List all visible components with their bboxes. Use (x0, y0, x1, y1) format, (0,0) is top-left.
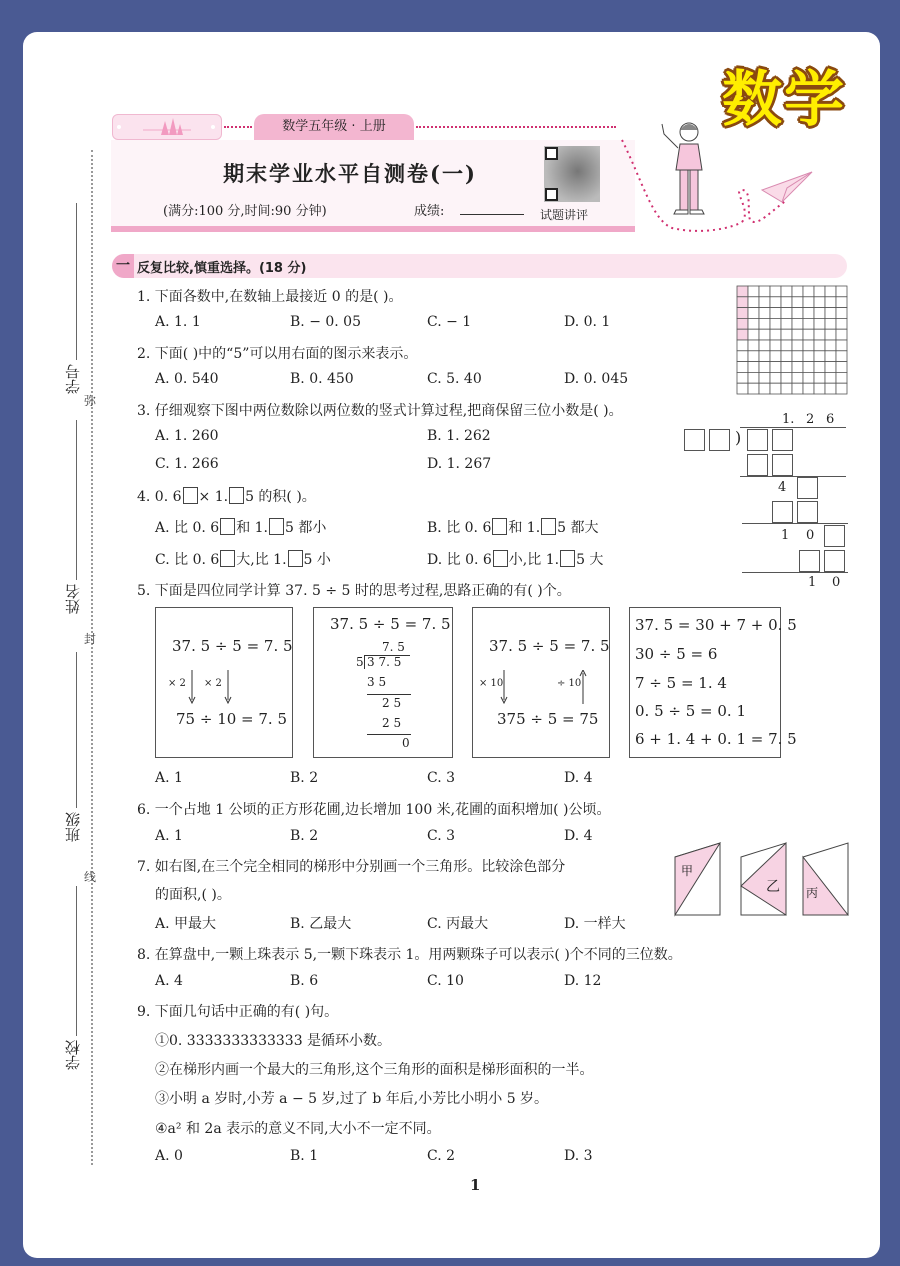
grid-cell (737, 362, 748, 373)
thinking-box-1: 37. 5 ÷ 5 = 7. 5 × 2 × 2 75 ÷ 10 = 7. 5 (155, 607, 293, 758)
option-a[interactable]: A. 1. 1 (155, 314, 201, 330)
grid-cell (814, 318, 825, 329)
grid-cell (770, 362, 781, 373)
grid-cell (748, 351, 759, 362)
grid-cell (770, 351, 781, 362)
question-7: 7. 如右图,在三个完全相同的梯形中分别画一个三角形。比较涂色部分 (137, 859, 566, 875)
question-8: 8. 在算盘中,一颗上珠表示 5,一颗下珠表示 1。用两颗珠子可以表示( )个不同的三位数。 (137, 947, 682, 963)
option-c[interactable]: C. 10 (427, 973, 464, 989)
qr-code[interactable] (544, 146, 600, 202)
grid-cell-shaded (737, 308, 748, 319)
grid-cell (770, 297, 781, 308)
grid-cell-shaded (737, 329, 748, 340)
grid-cell (759, 286, 770, 297)
statement-2: ②在梯形内画一个最大的三角形,这个三角形的面积是梯形面积的一半。 (155, 1062, 594, 1078)
option-d[interactable]: D. 0. 1 (564, 314, 611, 330)
option-c[interactable]: C. 3 (427, 828, 456, 844)
statement-3: ③小明 a 岁时,小芳 a − 5 岁,过了 b 年后,小芳比小明小 5 岁。 (155, 1091, 549, 1107)
option-d[interactable]: D. 一样大 (564, 916, 626, 932)
blank-box[interactable] (824, 550, 845, 572)
question-3: 3. 仔细观察下图中两位数除以两位数的竖式计算过程,把商保留三位小数是( )。 (137, 403, 623, 419)
option-b[interactable]: B. 1. 262 (427, 428, 491, 444)
grid-cell (836, 351, 847, 362)
grid-cell (814, 329, 825, 340)
blank-box[interactable] (772, 454, 793, 476)
grid-cell (770, 308, 781, 319)
class-label: 班级 (64, 812, 82, 842)
question-2: 2. 下面( )中的“5”可以用右面的图示来表示。 (137, 346, 418, 362)
grid-cell (759, 329, 770, 340)
grade-tab: 数学五年级 · 上册 (254, 114, 414, 140)
trapezoid-figures (672, 840, 852, 920)
figure-label-jia: 甲 (681, 864, 694, 878)
option-b[interactable]: B. − 0. 05 (290, 314, 361, 330)
blank-box[interactable] (684, 429, 705, 451)
grid-cell (781, 297, 792, 308)
option-a[interactable]: A. 0 (155, 1148, 183, 1164)
dotted-divider (224, 126, 252, 128)
grid-cell (737, 383, 748, 394)
blank-box[interactable] (797, 501, 818, 523)
page-number: 1 (470, 1176, 481, 1194)
grid-cell (748, 297, 759, 308)
grid-cell (825, 286, 836, 297)
grid-cell (781, 351, 792, 362)
option-a[interactable]: A. 比 0. 6 和 1. 5 都小 (155, 520, 327, 536)
option-d[interactable]: D. 0. 045 (564, 371, 629, 387)
option-b[interactable]: B. 2 (290, 828, 319, 844)
grid-cell (825, 351, 836, 362)
quotient-digit: 2 (806, 412, 815, 427)
blank-box[interactable] (797, 477, 818, 499)
grid-cell (781, 286, 792, 297)
grid-cell (814, 383, 825, 394)
question-1: 1. 下面各数中,在数轴上最接近 0 的是( )。 (137, 289, 403, 305)
question-4: 4. 0. 6 × 1. 5 的积( )。 (137, 489, 316, 505)
grid-cell (825, 308, 836, 319)
hundred-grid-figure (736, 285, 848, 395)
grid-cell (836, 329, 847, 340)
grid-cell (770, 318, 781, 329)
grid-cell (803, 318, 814, 329)
option-a[interactable]: A. 1 (155, 828, 183, 844)
blank-box[interactable] (183, 487, 198, 504)
grid-cell (814, 297, 825, 308)
option-b[interactable]: B. 乙最大 (290, 916, 352, 932)
grid-cell (825, 297, 836, 308)
grid-cell (836, 340, 847, 351)
trees-icon (113, 115, 221, 139)
school-label: 学校 (64, 1040, 82, 1070)
exam-subtitle: (满分:100 分,时间:90 分钟) (163, 204, 327, 219)
subject-brand: 数学 (722, 65, 846, 135)
remainder-digit: 0 (832, 575, 841, 590)
grid-cell (814, 351, 825, 362)
option-b[interactable]: B. 比 0. 6 和 1. 5 都大 (427, 520, 599, 536)
grid-cell (759, 318, 770, 329)
grid-cell (803, 340, 814, 351)
blank-box[interactable] (772, 429, 793, 451)
grid-cell (792, 383, 803, 394)
option-d[interactable]: D. 12 (564, 973, 602, 989)
trapezoid-jia (675, 843, 720, 915)
option-b[interactable]: B. 0. 450 (290, 371, 354, 387)
score-label: 成绩: (414, 204, 445, 219)
option-d[interactable]: D. 比 0. 6 小,比 1. 5 大 (427, 552, 604, 568)
grid-cell (836, 308, 847, 319)
grid-cell (781, 318, 792, 329)
seal-mark: 封 (84, 632, 97, 646)
option-d[interactable]: D. 4 (564, 828, 593, 844)
section-title: 反复比较,慎重选择。(18 分) (137, 261, 307, 276)
grid-cell (748, 383, 759, 394)
option-c[interactable]: C. 丙最大 (427, 916, 489, 932)
grid-cell-shaded (737, 318, 748, 329)
dotted-divider (416, 126, 616, 128)
quotient-digit: 1. (782, 412, 795, 427)
thinking-box-3: 37. 5 ÷ 5 = 7. 5 × 10 ÷ 10 375 ÷ 5 = 75 (472, 607, 610, 758)
blank-box[interactable] (747, 429, 768, 451)
grid-cell (803, 329, 814, 340)
option-a[interactable]: A. 1 (155, 770, 183, 786)
grid-cell (825, 329, 836, 340)
grid-cell (825, 383, 836, 394)
grid-cell (781, 308, 792, 319)
trapezoid-bing (803, 843, 848, 915)
grid-cell (792, 340, 803, 351)
grid-cell-shaded (737, 297, 748, 308)
grid-cell (836, 286, 847, 297)
blank-box[interactable] (709, 429, 730, 451)
grid-cell (737, 351, 748, 362)
grid-cell (803, 297, 814, 308)
grid-cell (759, 351, 770, 362)
option-b[interactable]: B. 1 (290, 1148, 319, 1164)
grid-cell (792, 372, 803, 383)
grid-cell (770, 329, 781, 340)
remainder-digit: 1 (808, 575, 817, 590)
grid-cell (803, 383, 814, 394)
statement-1: ①0. 3333333333333 是循环小数。 (155, 1033, 392, 1049)
option-a[interactable]: A. 1. 260 (155, 428, 219, 444)
down-arrow-icon (500, 670, 508, 704)
grid-cell (737, 340, 748, 351)
grid-cell (803, 362, 814, 373)
tree-tag-decoration (112, 114, 222, 140)
grid-cell (748, 340, 759, 351)
partial-digit: 4 (778, 480, 787, 495)
qr-label: 试题讲评 (540, 208, 589, 222)
grid-cell (792, 308, 803, 319)
grid-cell (748, 318, 759, 329)
grid-cell (792, 351, 803, 362)
grid-cell (781, 372, 792, 383)
option-a[interactable]: A. 甲最大 (155, 916, 217, 932)
grid-cell (737, 372, 748, 383)
grid-cell (814, 362, 825, 373)
option-b[interactable]: B. 6 (290, 973, 319, 989)
up-arrow-icon (579, 670, 587, 704)
grid-cell (803, 351, 814, 362)
field-line (76, 886, 77, 1036)
grid-cell (748, 362, 759, 373)
field-line (76, 203, 77, 360)
name-label: 姓名 (64, 584, 82, 614)
figure-label-bing: 丙 (806, 886, 819, 900)
option-c[interactable]: C. 3 (427, 770, 456, 786)
thinking-box-2: 37. 5 ÷ 5 = 7. 5 7. 5 5 3 7. 5 3 5 2 5 2 5 0 (313, 607, 453, 758)
option-d[interactable]: D. 1. 267 (427, 456, 492, 472)
grid-cell (836, 362, 847, 373)
grid-cell (748, 286, 759, 297)
option-c[interactable]: C. 5. 40 (427, 371, 482, 387)
blank-box[interactable] (772, 501, 793, 523)
grid-cell (759, 383, 770, 394)
section-number: 一 (112, 254, 134, 278)
option-d[interactable]: D. 4 (564, 770, 593, 786)
down-arrow-icon (188, 670, 196, 704)
question-9: 9. 下面几句话中正确的有( )句。 (137, 1004, 339, 1020)
grid-cell (814, 286, 825, 297)
grid-cell (825, 340, 836, 351)
student-illustration (612, 110, 852, 235)
quotient-digit: 6 (826, 412, 835, 427)
grid-cell (825, 362, 836, 373)
grid-cell (836, 297, 847, 308)
grid-cell (836, 383, 847, 394)
grid-cell (770, 383, 781, 394)
field-line (76, 652, 77, 808)
option-a[interactable]: A. 4 (155, 973, 183, 989)
grid-cell (781, 362, 792, 373)
option-d[interactable]: D. 3 (564, 1148, 593, 1164)
score-field[interactable] (460, 214, 524, 215)
grid-cell (836, 372, 847, 383)
blank-box[interactable] (747, 454, 768, 476)
option-c[interactable]: C. − 1 (427, 314, 472, 330)
grid-cell (814, 308, 825, 319)
option-b[interactable]: B. 2 (290, 770, 319, 786)
grid-cell (825, 372, 836, 383)
blank-box[interactable] (799, 550, 820, 572)
binding-dotted-line (91, 150, 93, 1165)
grid-cell (825, 318, 836, 329)
grid-cell (748, 372, 759, 383)
grid-cell (803, 372, 814, 383)
student-id-label: 学号 (64, 364, 82, 394)
question-6: 6. 一个占地 1 公顷的正方形花圃,边长增加 100 米,花圃的面积增加( )公顷。 (137, 802, 611, 818)
exam-title: 期末学业水平自测卷(一) (223, 161, 477, 186)
option-c[interactable]: C. 1. 266 (155, 456, 219, 472)
grid-cell (781, 340, 792, 351)
question-5: 5. 下面是四位同学计算 37. 5 ÷ 5 时的思考过程,思路正确的有( )个。 (137, 583, 571, 599)
grid-cell (759, 372, 770, 383)
option-c[interactable]: C. 2 (427, 1148, 456, 1164)
thinking-box-4: 37. 5 = 30 + 7 + 0. 5 30 ÷ 5 = 6 7 ÷ 5 = 1. 4 0. 5 ÷ 5 = 0. 1 6 + 1. 4 + 0. 1 = 7. 5 (629, 607, 781, 758)
grid-cell (759, 308, 770, 319)
grid-cell (759, 362, 770, 373)
grid-cell (803, 308, 814, 319)
grid-cell (770, 286, 781, 297)
grid-cell (814, 372, 825, 383)
blank-box[interactable] (229, 487, 244, 504)
header-underline (111, 226, 635, 232)
grid-cell (803, 286, 814, 297)
statement-4: ④a² 和 2a 表示的意义不同,大小不一定不同。 (155, 1121, 441, 1137)
grid-cell (792, 286, 803, 297)
grid-cell (792, 318, 803, 329)
grid-cell (770, 340, 781, 351)
grid-cell (748, 329, 759, 340)
field-line (76, 420, 77, 580)
grid-cell (770, 372, 781, 383)
grid-cell (748, 308, 759, 319)
grid-cell (792, 329, 803, 340)
partial-digit: 1 (781, 528, 790, 543)
grid-cell (781, 383, 792, 394)
partial-digit: 0 (806, 528, 815, 543)
grid-cell (792, 297, 803, 308)
blank-box[interactable] (824, 525, 845, 547)
option-a[interactable]: A. 0. 540 (155, 371, 219, 387)
grid-cell (759, 340, 770, 351)
grid-cell (814, 340, 825, 351)
grid-cell (792, 362, 803, 373)
question-7-continued: 的面积,( )。 (155, 887, 231, 903)
figure-label-yi: 乙 (766, 879, 780, 895)
grid-cell (759, 297, 770, 308)
grid-cell (836, 318, 847, 329)
seal-mark: 弥 (84, 394, 97, 408)
down-arrow-icon (224, 670, 232, 704)
seal-mark: 线 (84, 870, 97, 884)
grid-cell-shaded (737, 286, 748, 297)
grid-cell (781, 329, 792, 340)
option-c[interactable]: C. 比 0. 6 大,比 1. 5 小 (155, 552, 331, 568)
